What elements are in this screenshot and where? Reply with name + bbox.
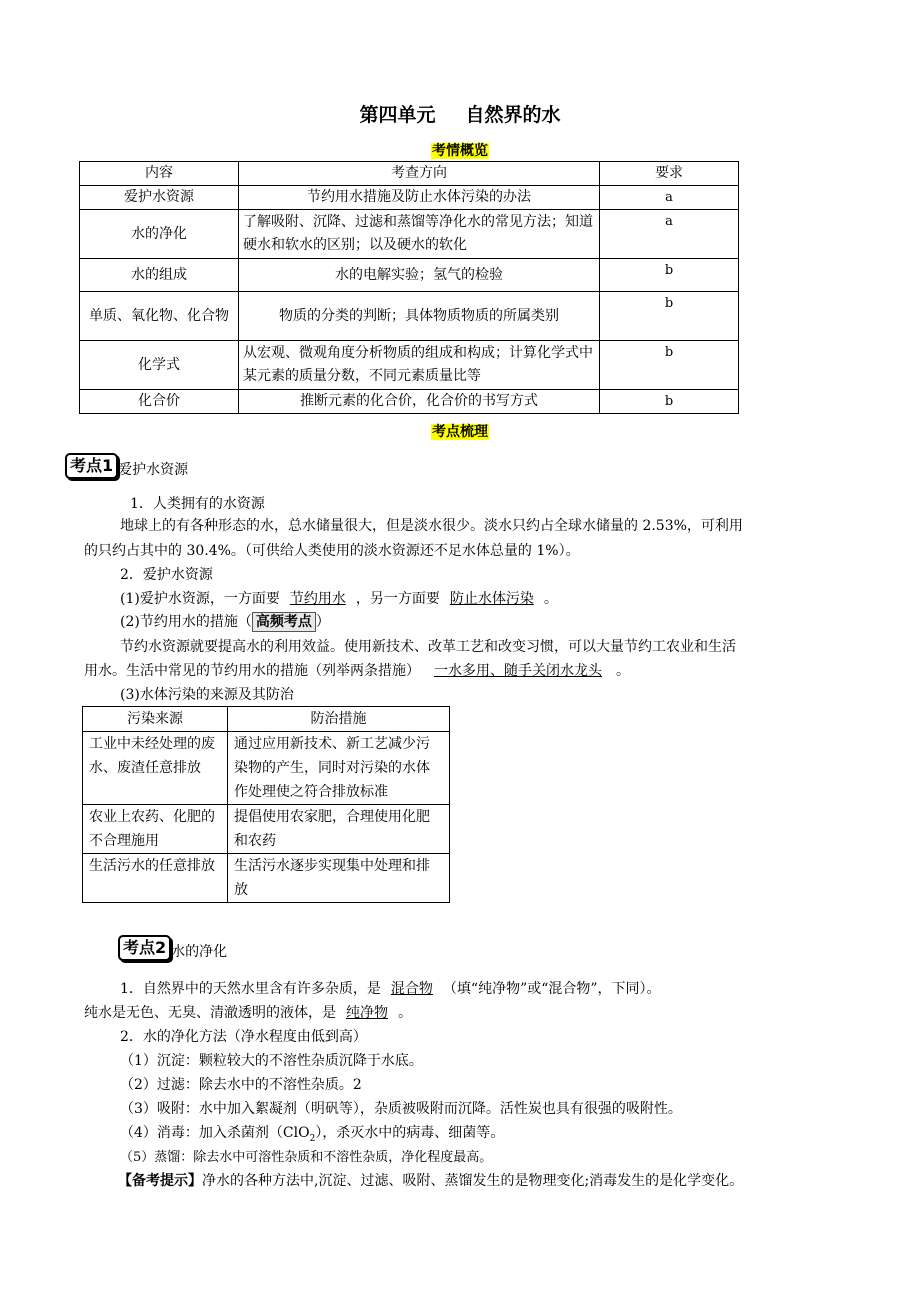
table-header-cell: 考查方向: [239, 162, 600, 186]
table-row: [80, 390, 739, 414]
table-header-cell: 污染来源: [83, 707, 228, 732]
table-row: [80, 210, 739, 259]
table-cell: 化合价: [80, 390, 239, 414]
kp1-s2-heading: 2．爱护水资源: [120, 567, 213, 583]
table-row: [80, 292, 739, 341]
table-cell: 物质的分类的判断；具体物质物质的所属类别: [239, 292, 600, 341]
kp2-method-4: （4）消毒：加入杀菌剂（ClO$_2$），杀灭水中的病毒、细菌等。: [120, 1125, 505, 1144]
kp1-s1-heading: 1．人类拥有的水资源: [130, 496, 265, 512]
table-cell: 生活污水逐步实现集中处理和排放: [228, 854, 450, 903]
table-cell: a: [600, 186, 739, 210]
answer-pure: 纯净物: [346, 1005, 388, 1021]
kp2-p2-heading: 2．水的净化方法（净水程度由低到高）: [120, 1029, 367, 1045]
table-cell: 爱护水资源: [80, 186, 239, 210]
table-row: [83, 805, 450, 854]
kp2-p1: 1．自然界中的天然水里含有许多杂质，是 混合物 （填“纯净物”或“混合物”，下同）。: [120, 981, 661, 997]
kp1-s1-text1: 地球上的有各种形态的水，总水储量很大，但是淡水很少。淡水只约占全球水储量的 2.53%，可利用: [120, 518, 743, 534]
table-header-cell: 要求: [600, 162, 739, 186]
kp2-method-2: （2）过滤：除去水中的不溶性杂质。2: [120, 1077, 362, 1093]
table-header-cell: 内容: [80, 162, 239, 186]
table-cell: 工业中未经处理的废水、废渣任意排放: [83, 732, 228, 805]
table-cell: 水的净化: [80, 210, 239, 259]
table-cell: 节约用水措施及防止水体污染的办法: [239, 186, 600, 210]
table-cell: 通过应用新技术、新工艺减少污染物的产生，同时对污染的水体作处理使之符合排放标准: [228, 732, 450, 805]
table-header-row: [80, 162, 739, 186]
tip-text: 净水的各种方法中,沉淀、过滤、吸附、蒸馏发生的是物理变化;消毒发生的是化学变化。: [202, 1173, 744, 1189]
table-cell: 水的组成: [80, 259, 239, 292]
page-title: 第四单元 自然界的水: [359, 104, 561, 126]
table-row: [83, 732, 450, 805]
kp1-s1-text2: 的只约占其中的 30.4%。（可供给人类使用的淡水资源还不足水体总量的 1%）。: [84, 543, 580, 559]
kp1-s2-2-text1: 节约水资源就要提高水的利用效益。使用新技术、改革工艺和改变习惯，可以大量节约工农业和生活: [120, 639, 736, 655]
kp2-p1b: 纯水是无色、无臭、清澈透明的液体，是 纯净物 。: [84, 1005, 412, 1021]
table-cell: 从宏观、微观角度分析物质的组成和构成；计算化学式中某元素的质量分数，不同元素质量比等: [239, 341, 600, 390]
table-cell: b: [600, 259, 739, 292]
table-cell: 水的电解实验；氢气的检验: [239, 259, 600, 292]
overview-label: 考情概览: [432, 143, 488, 159]
kp1-s2-3-heading: (3)水体污染的来源及其防治: [120, 687, 294, 703]
table-cell: b: [600, 390, 739, 414]
answer-save-water: 节约用水: [289, 591, 346, 607]
kp2-heading: [118, 935, 227, 961]
overview-table: [79, 161, 739, 414]
kp1-s2-2-text2: 用水。生活中常见的节约用水的措施（列举两条措施） 一水多用、随手关闭水龙头 。: [84, 663, 630, 679]
table-row: [80, 259, 739, 292]
table-cell: 生活污水的任意排放: [83, 854, 228, 903]
kp1-s2-1: (1)爱护水资源，一方面要 节约用水 ，另一方面要 防止水体污染 。: [120, 591, 558, 607]
kp2-method-5: （5）蒸馏：除去水中可溶性杂质和不溶性杂质，净化程度最高。: [120, 1150, 493, 1165]
table-cell: 提倡使用农家肥，合理使用化肥和农药: [228, 805, 450, 854]
kp1-heading: [65, 453, 188, 479]
answer-prevent-pollution: 防止水体污染: [449, 591, 534, 607]
tip-label: 【备考提示】: [118, 1173, 202, 1189]
table-cell: b: [600, 341, 739, 390]
table-cell: 了解吸附、沉降、过滤和蒸馏等净化水的常见方法；知道硬水和软水的区别；以及硬水的软化: [239, 210, 600, 259]
kp2-title: 水的净化: [171, 944, 228, 960]
table-cell: 推断元素的化合价，化合价的书写方式: [239, 390, 600, 414]
table-row: [80, 341, 739, 390]
table-cell: 单质、氧化物、化合物: [80, 292, 239, 341]
pollution-table: [82, 706, 450, 903]
answer-mixture: 混合物: [390, 981, 433, 997]
kp1-title: 爱护水资源: [118, 462, 189, 478]
table-cell: b: [600, 292, 739, 341]
kp2-tip: [118, 1170, 743, 1190]
points-label: 考点梳理: [432, 424, 488, 440]
kp2-badge: 考点2: [118, 935, 171, 961]
table-header-cell: 防治措施: [228, 707, 450, 732]
table-cell: a: [600, 210, 739, 259]
table-row: [80, 186, 739, 210]
kp1-badge: 考点1: [65, 453, 118, 479]
table-cell: 化学式: [80, 341, 239, 390]
answer-water-saving: 一水多用、随手关闭水龙头: [434, 663, 602, 679]
kp2-method-1: （1）沉淀：颗粒较大的不溶性杂质沉降于水底。: [120, 1053, 423, 1069]
kp2-method-3: （3）吸附：水中加入絮凝剂（明矾等），杂质被吸附而沉降。活性炭也具有很强的吸附性。: [120, 1101, 682, 1117]
kp1-s2-2: (2)节约用水的措施（ 高频考点 ）: [120, 614, 330, 630]
table-row: [83, 854, 450, 903]
table-header-row: [83, 707, 450, 732]
high-frequency-tag: 高频考点: [252, 612, 316, 632]
table-cell: 农业上农药、化肥的不合理施用: [83, 805, 228, 854]
